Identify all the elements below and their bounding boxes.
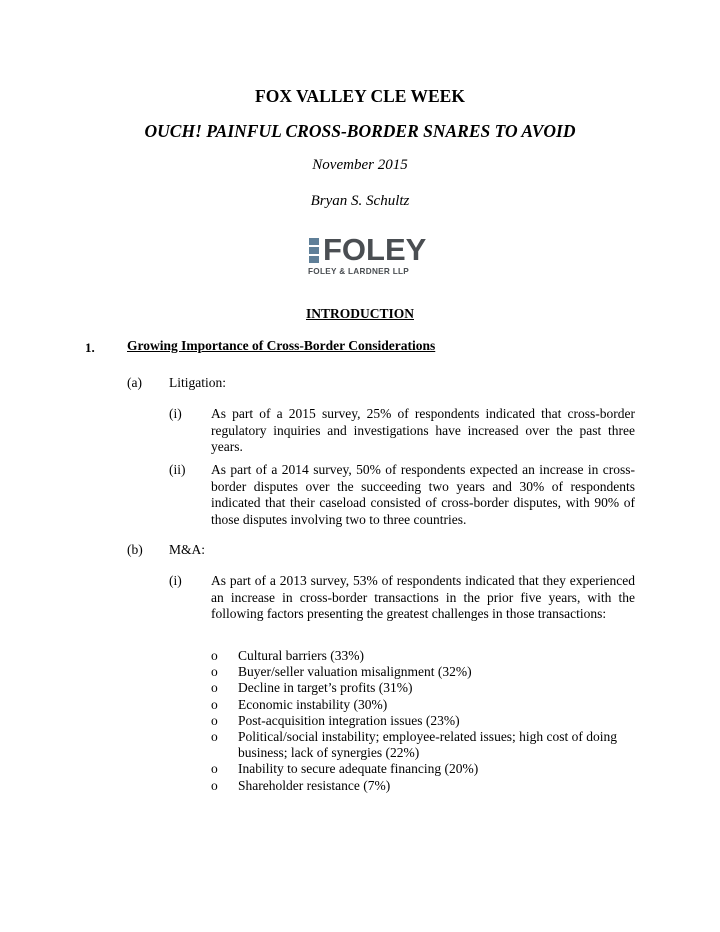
subsection-b-label: (b) xyxy=(127,542,143,557)
logo-wordmark: FOLEY xyxy=(323,232,427,267)
list-item xyxy=(211,697,641,713)
bullet-text: Decline in target’s profits (31%) xyxy=(238,680,413,696)
bullet-marker: o xyxy=(211,712,218,728)
bullet-marker: o xyxy=(211,777,218,793)
bullet-marker: o xyxy=(211,680,218,696)
bullet-text: Inability to secure adequate financing (20%) xyxy=(238,761,479,777)
section-heading: INTRODUCTION xyxy=(305,306,414,321)
bullet-text: Economic instability (30%) xyxy=(238,696,388,712)
section-number: 1. xyxy=(85,340,95,355)
list-item xyxy=(211,648,641,664)
bullet-text: Shareholder resistance (7%) xyxy=(238,777,391,793)
item-a-ii-label: (ii) xyxy=(169,462,186,477)
logo-subtitle: FOLEY & LARDNER LLP xyxy=(308,267,410,276)
list-item xyxy=(211,761,641,777)
subsection-b-title: M&A: xyxy=(169,542,206,557)
bullet-text: Buyer/seller valuation misalignment (32%) xyxy=(238,664,472,680)
event-title: FOX VALLEY CLE WEEK xyxy=(255,86,465,106)
list-item xyxy=(211,729,641,761)
item-b-i-label: (i) xyxy=(169,573,182,588)
bullet-marker: o xyxy=(211,664,218,680)
bullet-marker: o xyxy=(211,761,218,777)
item-a-ii-text: As part of a 2014 survey, 50% of respondents expected an increase in cross-border disputes over the succeeding two years and 30% of respondents indicated that their caseload consisted of cross-border disputes, with 90% of those disputes involving two to three countries. xyxy=(211,462,635,527)
bullet-text: Post-acquisition integration issues (23%) xyxy=(238,712,460,728)
item-a-i-label: (i) xyxy=(169,406,182,421)
section-title: Growing Importance of Cross-Border Considerations xyxy=(127,338,436,353)
list-item xyxy=(211,664,641,680)
foley-logo xyxy=(307,232,427,282)
subsection-a-title: Litigation: xyxy=(169,375,226,390)
bullet-marker: o xyxy=(211,729,218,745)
list-item xyxy=(211,680,641,696)
item-a-i-text: As part of a 2015 survey, 25% of respondents indicated that cross-border regulatory inquiries and investigations have increased over the past three years. xyxy=(211,406,635,455)
challenges-bullet-list xyxy=(211,648,641,794)
list-item xyxy=(211,713,641,729)
document-date: November 2015 xyxy=(312,157,408,173)
list-item xyxy=(211,778,641,794)
foley-logo-mark-icon xyxy=(309,238,319,263)
bullet-text: Political/social instability; employee-related issues; high cost of doing business; lack of synergies (22%) xyxy=(238,729,618,761)
bullet-marker: o xyxy=(211,696,218,712)
item-b-i-text: As part of a 2013 survey, 53% of respondents indicated that they experienced an increase in cross-border transactions in the prior five years, with the following factors presenting the greatest challenges in those transactions: xyxy=(211,573,635,622)
bullet-text: Cultural barriers (33%) xyxy=(238,648,364,663)
bullet-marker: o xyxy=(211,648,218,663)
subsection-a-label: (a) xyxy=(127,375,142,390)
document-title: OUCH! PAINFUL CROSS-BORDER SNARES TO AVOID xyxy=(144,121,576,141)
document-author: Bryan S. Schultz xyxy=(310,193,410,209)
